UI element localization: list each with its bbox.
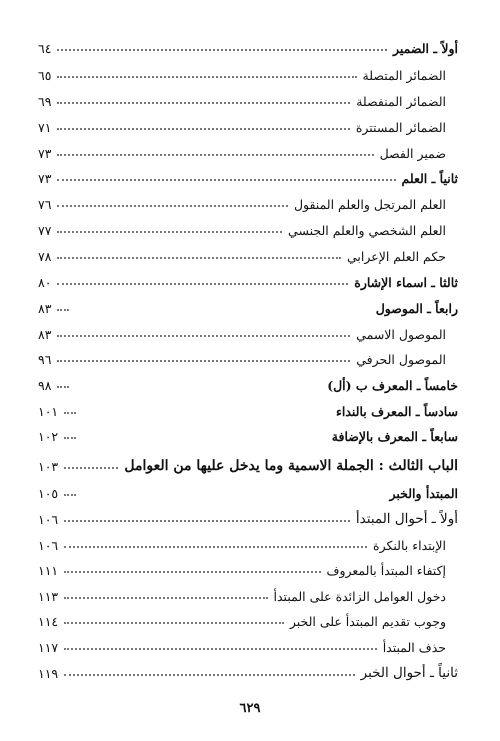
dot-leader: [64, 546, 367, 548]
toc-title: الضمائر المستترة: [355, 119, 446, 135]
toc-title: ثانياً ـ العلم: [401, 170, 458, 186]
dot-leader: [64, 622, 284, 624]
toc-entry[interactable]: [38, 37, 458, 59]
dot-leader: [64, 597, 267, 599]
toc-entry[interactable]: [38, 64, 458, 86]
toc-entry[interactable]: [38, 534, 458, 556]
dot-leader: [57, 128, 349, 130]
toc-title: الإبتداء بالنكرة: [373, 537, 446, 553]
toc-title: الباب الثالث : الجملة الاسمية وما يدخل عليها من العوامل: [124, 458, 458, 474]
toc-page-number: ١١٣: [38, 588, 59, 604]
toc-title: ثالثا ـ اسماء الإشارة: [354, 274, 458, 290]
toc-page-number: ٧٨: [38, 248, 52, 264]
toc-entry[interactable]: [38, 585, 458, 607]
toc-title: حكم العلم الإعرابي: [347, 248, 446, 264]
toc-title: حذف المبتدأ: [382, 639, 446, 655]
dot-leader: [57, 335, 350, 337]
dot-leader: [57, 257, 341, 259]
toc-entry[interactable]: [38, 610, 458, 632]
toc-title: الضمائر المنفصلة: [356, 93, 446, 109]
toc-entry[interactable]: [38, 482, 458, 504]
toc-page-number: ٩٦: [38, 351, 52, 367]
toc-title: العلم الشخصي والعلم الجنسي: [288, 222, 446, 238]
toc-entry[interactable]: [38, 323, 458, 345]
toc-page-number: ١٠٦: [38, 537, 59, 553]
dot-leader: [57, 49, 387, 51]
dot-leader: [64, 520, 350, 522]
toc-title: خامساً ـ المعرف ب (أل): [327, 377, 458, 393]
toc-title: وجوب تقديم المبتدأ على الخبر: [289, 613, 446, 629]
toc-title: دخول العوامل الزائدة على المبتدأ: [273, 588, 446, 604]
dot-leader: [64, 648, 377, 650]
toc-title: الموصول الاسمي: [356, 326, 446, 342]
toc-title: ثانياً ـ أحوال الخبر: [360, 665, 458, 681]
dot-leader: [57, 205, 288, 207]
toc-entry[interactable]: [38, 245, 458, 267]
dot-leader: [64, 437, 76, 439]
dot-leader: [57, 154, 373, 156]
toc-page-number: ١٠٥: [38, 485, 59, 501]
toc-entry[interactable]: [38, 455, 458, 477]
toc-entry[interactable]: [38, 193, 458, 215]
toc-entry[interactable]: [38, 271, 458, 293]
toc-page-number: ٨٣: [38, 326, 52, 342]
dot-leader: [57, 231, 282, 233]
toc-entry[interactable]: [38, 662, 458, 684]
dot-leader: [57, 76, 356, 78]
toc-entry[interactable]: [38, 374, 458, 396]
dot-leader: [64, 674, 354, 676]
toc-entry[interactable]: [38, 508, 458, 530]
dot-leader: [64, 571, 320, 573]
toc-entry[interactable]: [38, 142, 458, 164]
toc-page-number: ١٠١: [38, 403, 59, 419]
toc-entry[interactable]: [38, 297, 458, 319]
toc-entry[interactable]: [38, 167, 458, 189]
toc-title: أولاً ـ أحوال المبتدأ: [355, 511, 458, 527]
toc-entry[interactable]: [38, 348, 458, 370]
toc-page-number: ٩٨: [38, 377, 52, 393]
toc-page-number: ٧٧: [38, 222, 52, 238]
toc-page-number: ١١٤: [38, 613, 59, 629]
toc-title: الضمائر المتصلة: [362, 67, 446, 83]
dot-leader: [57, 360, 350, 362]
dot-leader: [57, 102, 350, 104]
dot-leader: [57, 386, 69, 388]
dot-leader: [57, 283, 348, 285]
dot-leader: [64, 467, 118, 469]
toc-title: رابعاً ـ الموصول: [375, 300, 458, 316]
dot-leader: [57, 179, 395, 181]
toc-page-number: ٦٩: [38, 93, 52, 109]
toc-entry[interactable]: [38, 636, 458, 658]
dot-leader: [57, 309, 69, 311]
toc-title: إكتفاء المبتدأ بالمعروف: [326, 562, 446, 578]
toc-entry[interactable]: [38, 559, 458, 581]
dot-leader: [64, 494, 76, 496]
toc-page-number: ١٠٦: [38, 511, 59, 527]
toc-title: الموصول الحرفي: [356, 351, 446, 367]
toc-title: سادساً ـ المعرف بالنداء: [335, 403, 458, 419]
toc-entry[interactable]: [38, 219, 458, 241]
toc-page-number: ٦٤: [38, 40, 52, 56]
toc-entry[interactable]: [38, 116, 458, 138]
toc-page-number: ١١٩: [38, 665, 59, 681]
toc-title: العلم المرتجل والعلم المنقول: [293, 196, 446, 212]
toc-page-number: ٦٥: [38, 67, 52, 83]
toc-page-number: ٨٣: [38, 300, 52, 316]
toc-title: أولاً ـ الضمير: [392, 40, 458, 56]
toc-page-number: ٧٦: [38, 196, 52, 212]
toc-page-number: ١١١: [38, 562, 59, 578]
toc-entry[interactable]: [38, 400, 458, 422]
dot-leader: [64, 412, 76, 414]
toc-page-number: ٧١: [38, 119, 52, 135]
toc-page-number: ٧٣: [38, 170, 52, 186]
toc-title: ضمير الفصل: [379, 145, 446, 161]
toc-entry[interactable]: [38, 425, 458, 447]
toc-title: المبتدأ والخبر: [389, 485, 458, 501]
toc-page-number: ٧٣: [38, 145, 52, 161]
toc-title: سابعاً ـ المعرف بالإضافة: [331, 428, 458, 444]
toc-page-number: ١١٧: [38, 639, 59, 655]
toc-entry[interactable]: [38, 90, 458, 112]
toc-page-number: ١٠٣: [38, 458, 59, 474]
page-number: ٦٢٩: [239, 701, 261, 716]
toc-page-number: ١٠٢: [38, 428, 59, 444]
toc-page-number: ٨٠: [38, 274, 52, 290]
